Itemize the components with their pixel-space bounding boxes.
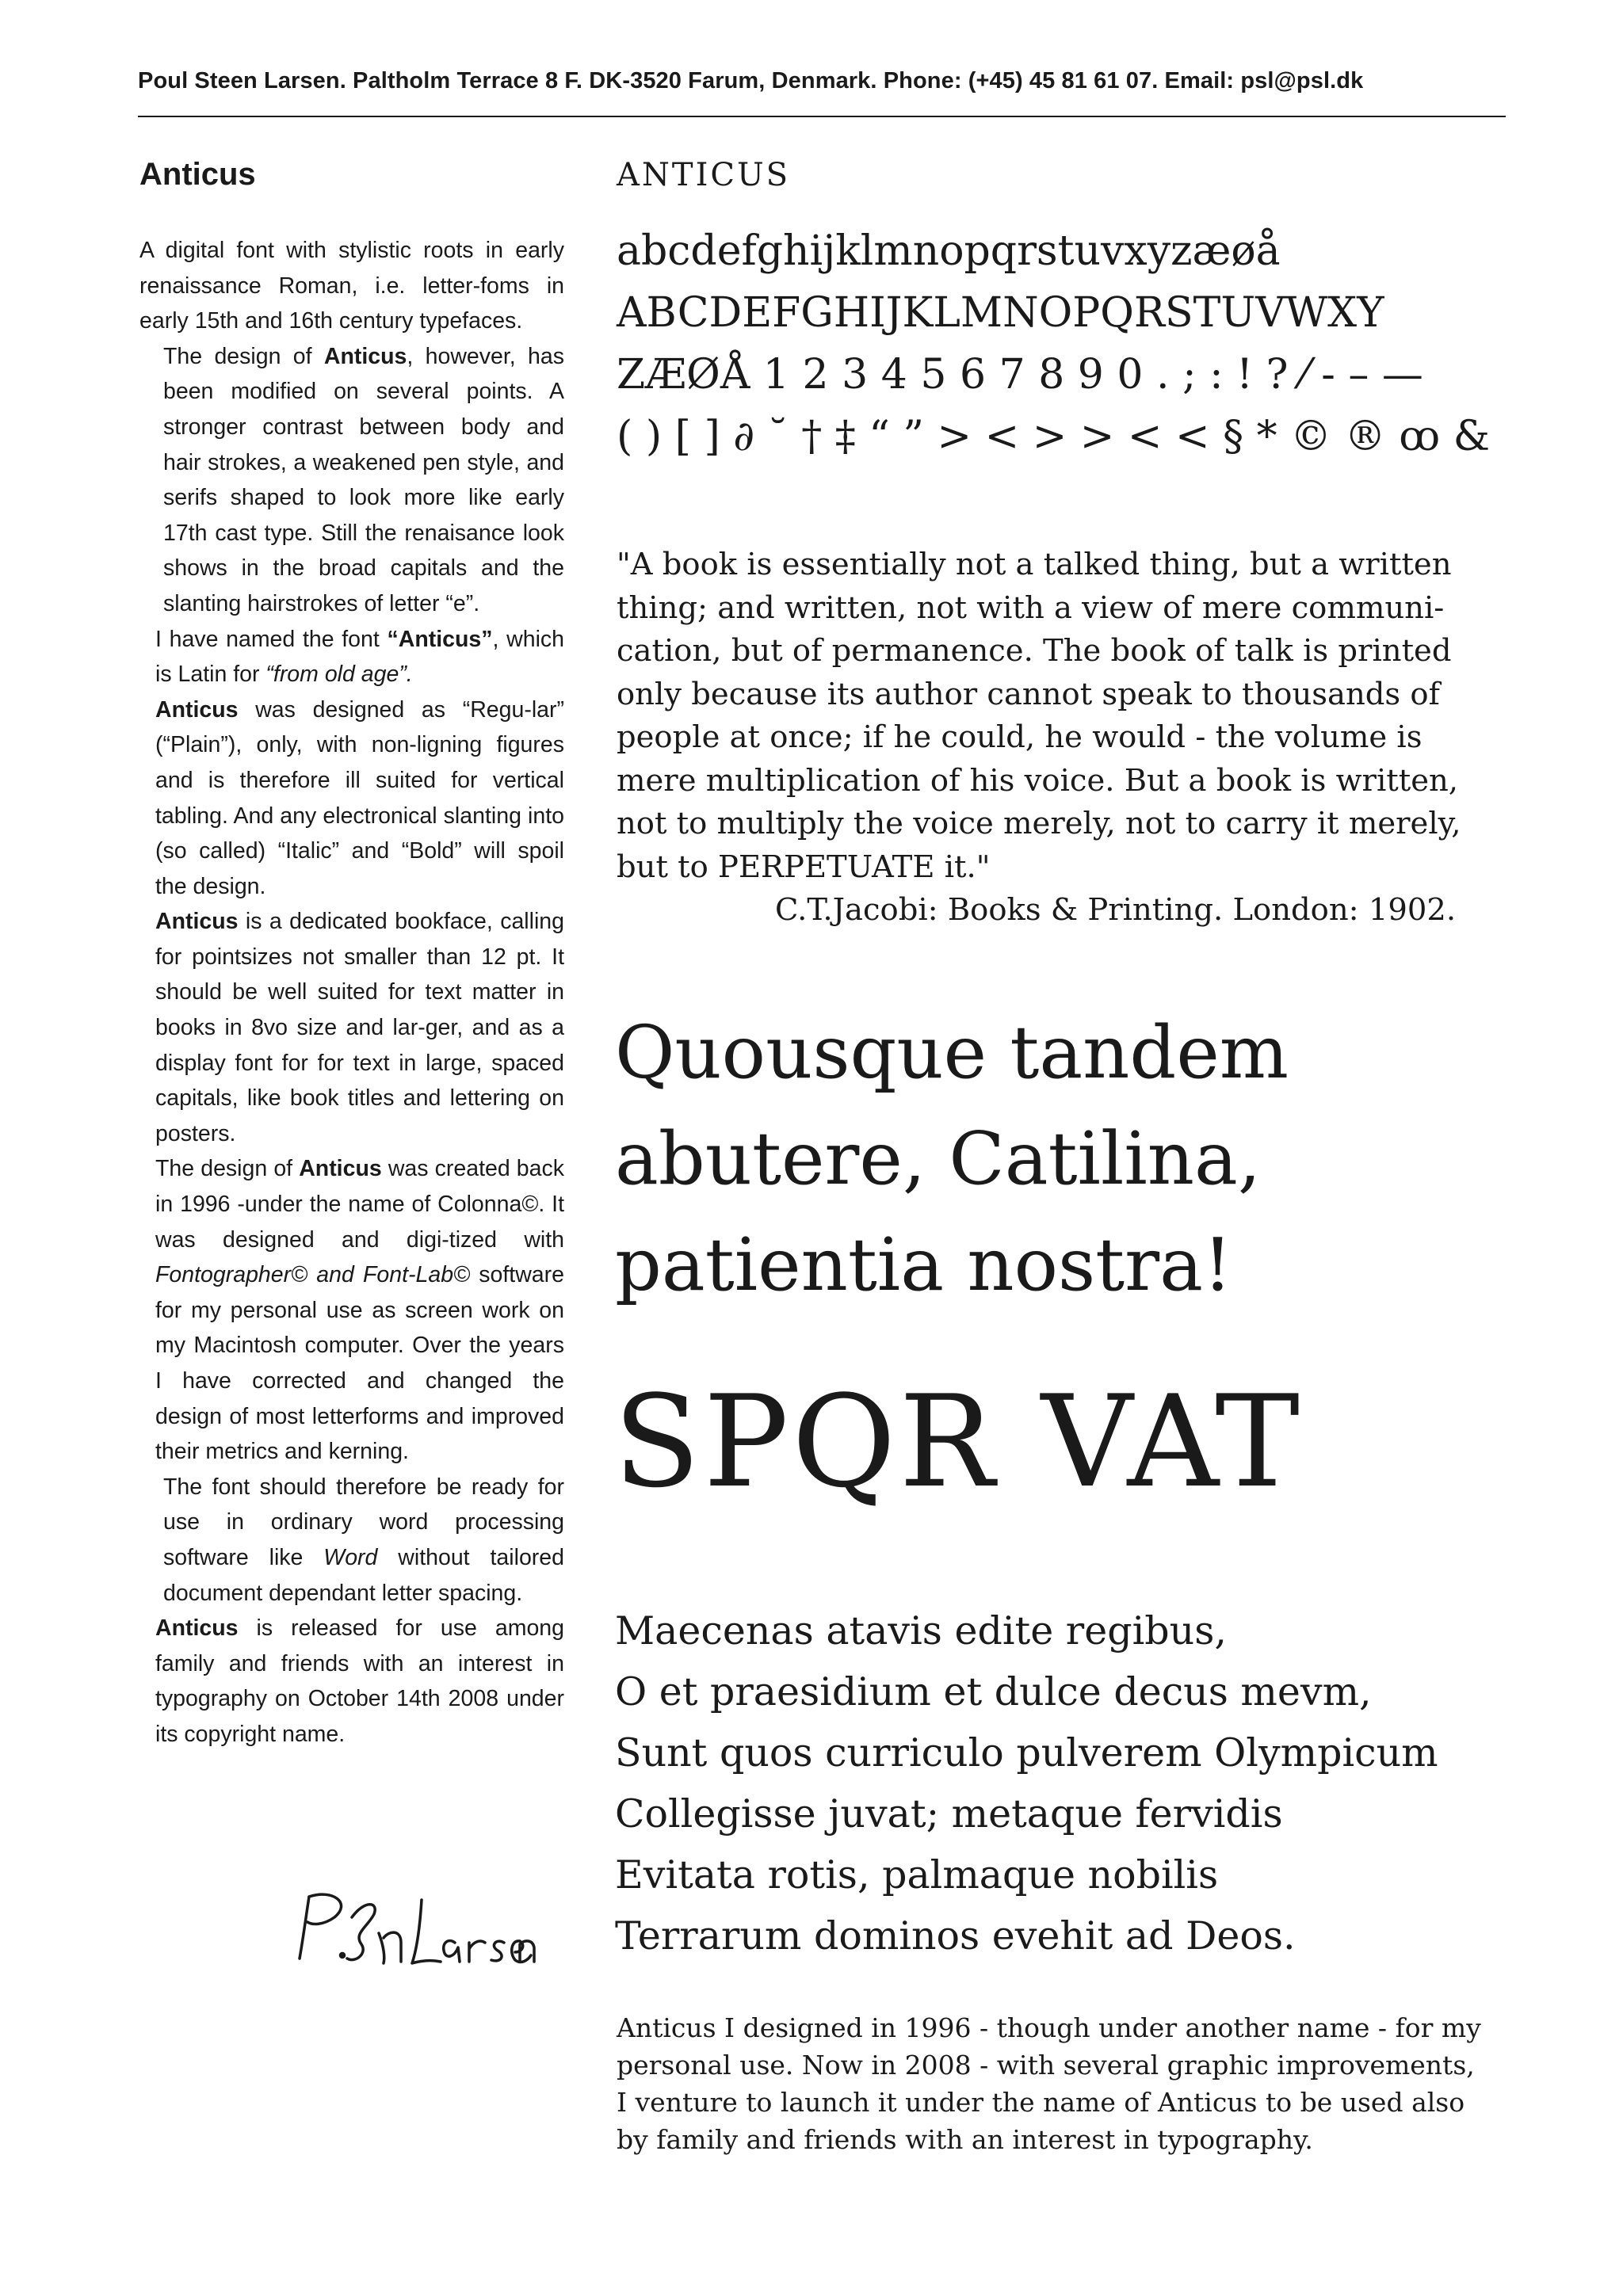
poem-line: Sunt quos curriculo pulverem Olympicum: [615, 1730, 1438, 1775]
p7-post: without tailored document dependant letter spacing.: [163, 1544, 564, 1606]
p3-italic: “from old age”.: [265, 662, 413, 688]
paragraph-8: [139, 1611, 564, 1752]
contact-header: Poul Steen Larsen. Paltholm Terrace 8 F. DK-3520 Farum, Denmark. Phone: (+45) 45 81 61 07. Email: psl@psl.dk: [138, 68, 1364, 93]
note-line: Anticus I designed in 1996 - though under another name - for my: [617, 2012, 1481, 2043]
p3-mid: , which is Latin for: [155, 626, 565, 688]
p8-post: is released for use among family and friends with an interest in typography on October 14th 2008 under its copyright name.: [155, 1615, 564, 1747]
display-line: patientia nostra!: [615, 1222, 1232, 1307]
display-line: abutere, Catilina,: [615, 1116, 1262, 1201]
p7-pre: The font should therefore be ready for use in ordinary word processing software like: [163, 1474, 564, 1570]
p1-text: A digital font with stylistic roots in early renaissance Roman, i.e. letter-foms in early 15th and 16th century typefaces.: [139, 238, 564, 334]
symbol-glyphs: ( ) [ ] ∂ ˘ † ‡ “ ” > < > > < < § * © ® ꝏ &: [617, 413, 1490, 460]
note-line: personal use. Now in 2008 - with several graphic improvements,: [617, 2050, 1475, 2081]
paragraph-4: [139, 692, 564, 905]
poem-line: Evitata rotis, palmaque nobilis: [615, 1852, 1219, 1897]
poem-line: Collegisse juvat; metaque fervidis: [615, 1791, 1283, 1836]
uppercase-glyphs: ABCDEFGHIJKLMNOPQRSTUVWXY: [617, 289, 1384, 337]
quote-line: thing; and written, not with a view of mere communi-: [617, 589, 1445, 626]
display-line: Quousque tandem: [615, 1010, 1289, 1095]
p3-pre: I have named the font: [155, 626, 388, 652]
glyph-specimen: [617, 220, 1512, 467]
p7-italic: Word: [323, 1544, 378, 1570]
paragraph-6: [139, 1151, 564, 1469]
header-rule: [138, 116, 1506, 117]
p5-post: is a dedicated bookface, calling for pointsizes not smaller than 12 pt. It should be well suited for text matter in books in 8vo size and lar-ger, and as a display font for for text in large, spaced capitals, like book titles and lettering on posters.: [155, 909, 564, 1146]
p6-pre: The design of: [155, 1156, 300, 1182]
note-line: by family and friends with an interest in typography.: [617, 2124, 1313, 2155]
description-column: [139, 155, 564, 1753]
p4-bold: Anticus: [155, 696, 239, 723]
figures-glyphs: ZÆØÅ 1 2 3 4 5 6 7 8 9 0 . ; : ! ? ⁄ - – —: [617, 351, 1423, 399]
quote-line: not to multiply the voice merely, not to carry it merely,: [617, 806, 1461, 841]
p6-post: software for my personal use as screen work on my Macintosh computer. Over the years I have corrected and changed the design of most letterforms and improved their metrics and kerning.: [155, 1262, 564, 1465]
p5-bold: Anticus: [155, 909, 239, 935]
paragraph-2: [139, 339, 564, 622]
description-title: Anticus: [139, 157, 256, 192]
paragraph-1: [139, 233, 564, 339]
p2-post: , however, has been modified on several points. A stronger contrast between body and hair strokes, a weakened pen style, and serifs shaped to look more like early 17th cast type. Still the renaisance look shows in the broad capitals and the slanting hairstrokes of letter “e”.: [163, 343, 564, 616]
lowercase-glyphs: abcdefghijklmnopqrstuvxyzæøå: [617, 227, 1281, 275]
p4-post: was designed as “Regu-lar” (“Plain”), only, with non-ligning figures and is therefore ill suited for vertical tabling. And any electronical slanting into (so called) “Italic” and “Bold” will spoil the design.: [155, 696, 564, 899]
poem-block: [615, 1600, 1566, 1966]
poem-line: Terrarum dominos evehit ad Deos.: [615, 1913, 1296, 1958]
display-sample: [615, 1000, 1566, 1318]
spqr-display: SPQR VAT: [613, 1367, 1303, 1516]
paragraph-3: [139, 622, 564, 692]
quote-line: but to PERPETUATE it.": [617, 849, 991, 885]
quote-line: only because its author cannot speak to thousands of: [617, 676, 1440, 712]
closing-note: [617, 2009, 1520, 2158]
quote-line: people at once; if he could, he would - the volume is: [617, 719, 1423, 755]
p2-pre: The design of: [163, 343, 324, 369]
p6-bold: Anticus: [299, 1156, 382, 1182]
quote-block: [617, 543, 1520, 933]
poem-line: Maecenas atavis edite regibus,: [615, 1608, 1227, 1653]
paragraph-7: [139, 1470, 564, 1611]
quote-line: "A book is essentially not a talked thing, but a written: [617, 547, 1452, 582]
p6-mid: was created back in 1996 -under the name of Colonna©. It was designed and digi-tized with: [155, 1156, 564, 1253]
p6-italic: Fontographer© and Font-Lab©: [155, 1262, 471, 1288]
signature-image: [285, 1886, 539, 1973]
quote-line: mere multiplication of his voice. But a book is written,: [617, 762, 1459, 799]
p3-bold: “Anticus”: [387, 626, 493, 652]
p2-bold: Anticus: [323, 343, 407, 369]
poem-line: O et praesidium et dulce decus mevm,: [615, 1669, 1372, 1714]
specimen-title: ANTICUS: [617, 157, 791, 193]
quote-line: cation, but of permanence. The book of talk is printed: [617, 633, 1452, 669]
p8-bold: Anticus: [155, 1615, 239, 1642]
paragraph-5: [139, 904, 564, 1151]
note-line: I venture to launch it under the name of Anticus to be used also: [617, 2087, 1465, 2118]
quote-attribution: C.T.Jacobi: Books & Printing. London: 1902.: [775, 892, 1457, 928]
